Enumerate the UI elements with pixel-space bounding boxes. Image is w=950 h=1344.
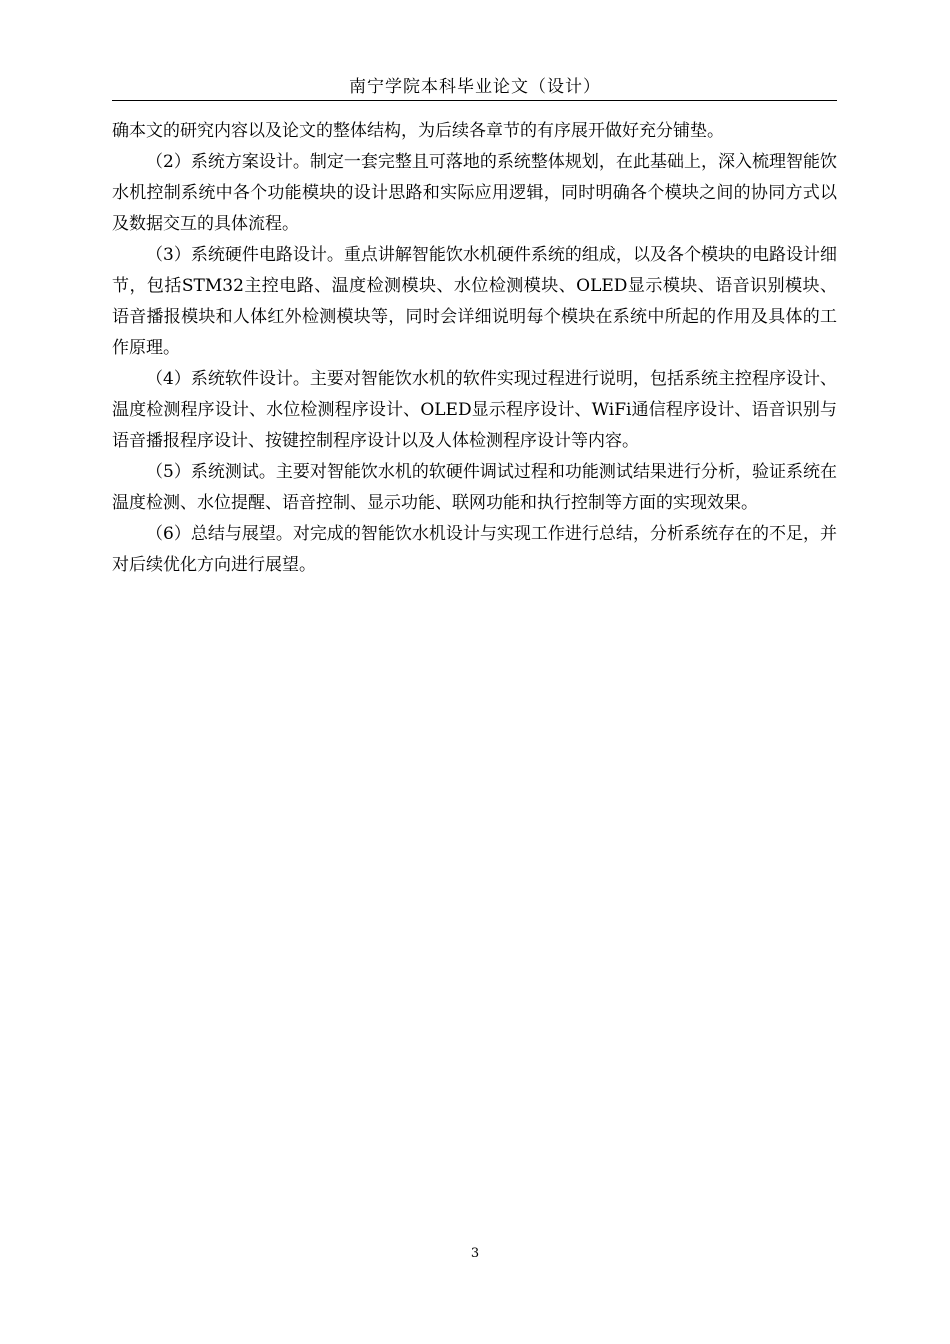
paragraph-software-design: （4）系统软件设计。主要对智能饮水机的软件实现过程进行说明，包括系统主控程序设计、温度检测程序设计、水位检测程序设计、OLED显示程序设计、WiFi通信程序设计、语音识别与语音播报程序设计、按键控制程序设计以及人体检测程序设计等内容。 [112,369,837,451]
page-number: 3 [470,1246,480,1261]
paragraph-hardware-circuit-design: （3）系统硬件电路设计。重点讲解智能饮水机硬件系统的组成，以及各个模块的电路设计细节，包括STM32主控电路、温度检测模块、水位检测模块、OLED显示模块、语音识别模块、语音播报模块和人体红外检测模块等，同时会详细说明每个模块在系统中所起的作用及具体的工作原理。 [112,245,837,358]
running-header-title: 南宁学院本科毕业论文（设计） [349,77,601,97]
paragraph-summary-outlook: （6）总结与展望。对完成的智能饮水机设计与实现工作进行总结，分析系统存在的不足，并对后续优化方向进行展望。 [112,524,837,575]
header-divider [112,100,837,101]
paragraph-system-testing: （5）系统测试。主要对智能饮水机的软硬件调试过程和功能测试结果进行分析，验证系统在温度检测、水位提醒、语音控制、显示功能、联网功能和执行控制等方面的实现效果。 [112,462,837,513]
body-text [112,116,837,581]
paragraph-continuation: 确本文的研究内容以及论文的整体结构，为后续各章节的有序展开做好充分铺垫。 [112,121,724,141]
paragraph-system-scheme-design: （2）系统方案设计。制定一套完整且可落地的系统整体规划，在此基础上，深入梳理智能饮水机控制系统中各个功能模块的设计思路和实际应用逻辑，同时明确各个模块之间的协同方式以及数据交互的具体流程。 [112,152,837,234]
